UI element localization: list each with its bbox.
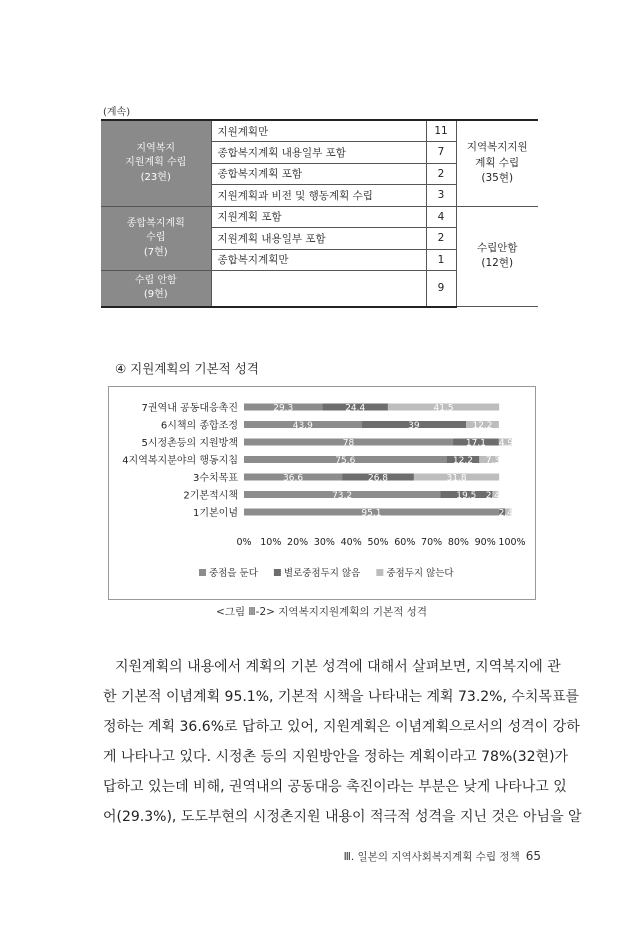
chart-frame [108,386,536,600]
section-heading: ④ 지원계획의 기본적 성격 [115,361,259,376]
table-cell: 지원계획만 [211,120,426,142]
x-tick-label: 10% [260,537,282,548]
body-line: 한 기본적 이념계획 95.1%, 기본적 시책을 나타내는 계획 73.2%, 수치목표를 [103,689,579,705]
table-cell: 종합복지계획 내용일부 포함 [211,142,426,164]
table-row [101,206,538,228]
x-tick-label: 70% [421,537,443,548]
body-line: 어(29.3%), 도도부현의 시정촌지원 내용이 적극적 성격을 지닌 것은 아님을 알 [103,809,582,825]
chapter-title: Ⅲ. 일본의 지역사회복지계획 수립 정책 [343,851,520,863]
data-label: 26.8 [367,473,389,484]
figure-caption: <그림 Ⅲ-2> 지역복지지원계획의 기본적 성격 [216,606,427,618]
data-label: 12.2 [452,456,473,466]
data-label: 2.4 [498,508,513,519]
data-label: 31.8 [446,473,467,484]
body-line: 답하고 있는데 비해, 권역내의 공동대응 촉진이라는 부분은 낮게 나타나고 있 [103,779,567,795]
table-cell [211,271,426,307]
category-label: 2기본적시책 [183,490,238,502]
category-label: 5시정촌등의 지원방책 [141,438,238,449]
body-line: 정하는 계획 36.6%로 답하고 있어, 지원계획은 이념계획으로서의 성격이 강하 [103,719,580,735]
table-cell: 2 [426,228,456,250]
table-cell: 3 [426,185,456,207]
x-tick-label: 90% [474,537,496,548]
data-label: 4.9 [498,438,514,449]
x-tick-label: 100% [498,537,526,548]
table-cell: 1 [426,249,456,271]
continued-label: (계속) [103,107,131,118]
legend-label: 별로중점두지 않음 [283,568,361,579]
category-label: 4지역복지분야의 행동지침 [122,455,238,467]
table-cell: 2 [426,163,456,185]
data-label: 2.4 [485,491,501,501]
page-number: 65 [525,849,541,863]
table-cell: 종합복지계획만 [211,249,426,271]
data-label: 73.2 [332,491,353,501]
group-label: 지역복지 지원계획 수립 (23현) [101,120,211,206]
x-tick-label: 80% [447,537,469,548]
table-cell: 지원계획 포함 [211,206,426,228]
data-label: 36.6 [283,473,304,484]
body-line: 게 나타나고 있다. 시정촌 등의 지원방안을 정하는 계획이라고 78%(32현)가 [103,749,569,765]
table-cell: 지원계획 내용일부 포함 [211,228,426,250]
table-cell: 11 [426,120,456,142]
x-tick-label: 40% [340,537,362,548]
data-label: 29.3 [273,403,294,414]
category-label: 3수치목표 [192,473,238,484]
group-label: 종합복지계획 수립 (7현) [101,206,211,271]
table-cell: 종합복지계획 포함 [211,163,426,185]
legend-label: 중점을 둔다 [209,568,258,579]
table-row [101,120,538,142]
category-label: 6시책의 종합조정 [160,420,238,432]
legend-swatch [199,569,206,576]
plan-table [101,119,538,308]
data-label: 24.4 [345,403,366,414]
x-tick-label: 20% [287,537,309,548]
category-label: 7권역내 공동대응촉진 [141,403,238,414]
table-cell: 4 [426,206,456,228]
data-label: 95.1 [361,508,382,519]
body-line: 지원계획의 내용에서 계획의 기본 성격에 대해서 살펴보면, 지역복지에 관 [115,659,561,675]
data-label: 7.3 [485,456,501,466]
data-label: 17.1 [465,438,486,449]
group-label: 수립 안함 (9현) [101,271,211,307]
data-label: 41.5 [433,403,454,414]
summary-cell: 지역복지지원 계획 수립 (35현) [456,120,538,206]
data-label: 78 [342,438,355,449]
data-label: 43.9 [292,421,313,431]
body-text [103,652,582,832]
data-label: 39 [408,421,420,431]
table-cell: 7 [426,142,456,164]
stacked-bar-chart [109,387,535,599]
page-footer [344,849,541,864]
x-tick-label: 30% [313,537,335,548]
x-tick-label: 60% [394,537,416,548]
x-tick-label: 50% [367,537,389,548]
data-label: 19.5 [456,491,477,501]
legend-swatch [376,569,383,576]
legend-label: 중점두지 않는다 [386,568,454,579]
legend-swatch [274,569,281,576]
category-label: 1기본이념 [192,508,238,519]
x-tick-label: 0% [236,537,252,548]
summary-cell: 수립안함 (12현) [456,206,538,307]
data-label: 12.2 [472,421,493,431]
data-label: 75.6 [335,456,356,466]
table-cell: 지원계획과 비전 및 행동계획 수립 [211,185,426,207]
table-cell: 9 [426,271,456,307]
